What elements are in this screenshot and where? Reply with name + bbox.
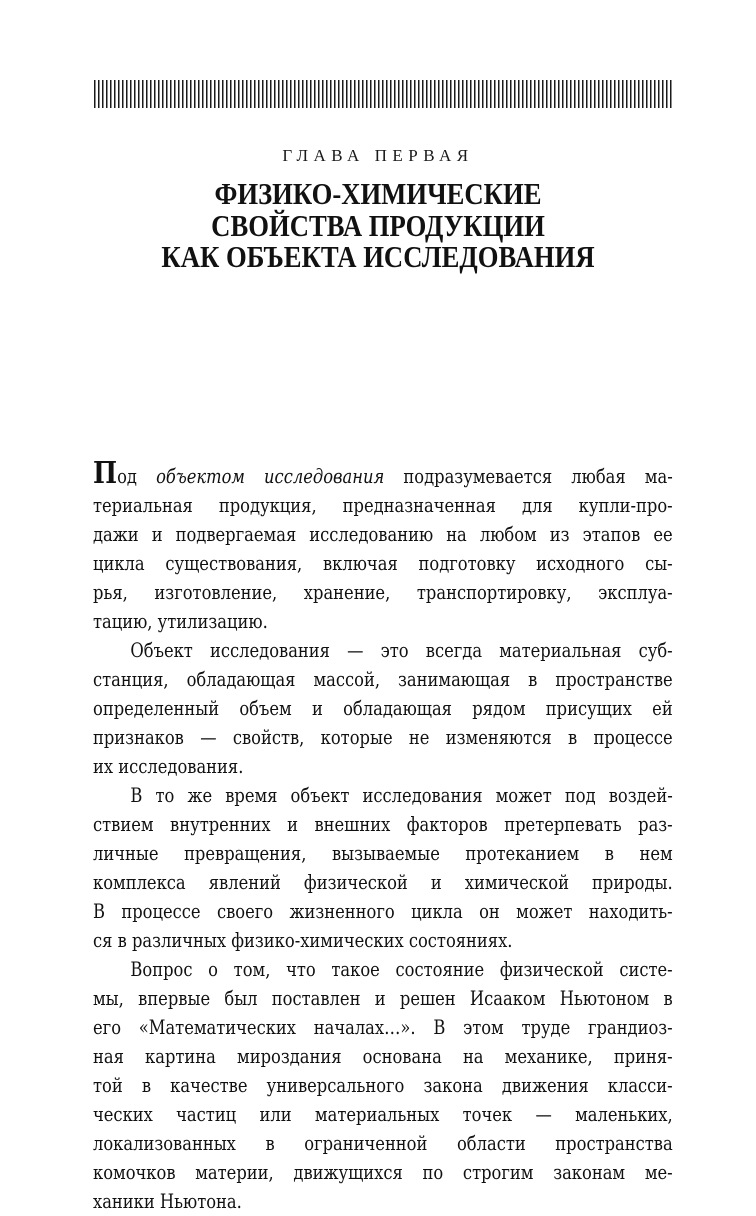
text-line: их исследования. <box>93 755 244 778</box>
text-line: тацию, утилизацию. <box>93 610 268 633</box>
text-line <box>93 456 673 491</box>
text-line: локализованных в ограниченной области пространства <box>93 1132 673 1155</box>
chapter-title-line: ФИЗИКО-ХИМИЧЕСКИЕ <box>214 176 542 211</box>
text-line: дажи и подвергаемая исследованию на любом из этапов ее <box>93 523 673 546</box>
text-line: личные превращения, вызываемые протеканием в нем <box>93 842 673 865</box>
text-line: мы, впервые был поставлен и решен Исааком Ньютоном в <box>93 987 673 1010</box>
text-line: рья, изготовление, хранение, транспортировку, эксплуа- <box>93 581 673 604</box>
chapter-title-line: СВОЙСТВА ПРОДУКЦИИ <box>211 207 545 243</box>
emphasized-term: объектом исследования <box>156 465 385 488</box>
text-line: той в качестве универсального закона движения класси- <box>93 1074 673 1097</box>
text-line: признаков — свойств, которые не изменяются в процессе <box>93 726 673 749</box>
text-line: цикла существования, включая подготовку исходного сы- <box>93 552 673 575</box>
text-line: комочков материи, движущихся по строгим законам ме- <box>93 1161 673 1184</box>
paragraph-1 <box>93 456 673 636</box>
text-line: комплекса явлений физической и химической природы. <box>93 871 673 894</box>
text-line: Объект исследования — это всегда материальная суб- <box>130 639 673 662</box>
paragraph-2 <box>93 636 673 781</box>
paragraph-4 <box>93 955 673 1216</box>
text-line: ствием внутренних и внешних факторов претерпевать раз- <box>93 813 673 836</box>
drop-cap: П <box>93 456 118 491</box>
body-text <box>93 456 673 1216</box>
text-line: В процессе своего жизненного цикла он может находить- <box>93 900 673 923</box>
chapter-title-line: КАК ОБЪЕКТА ИССЛЕДОВАНИЯ <box>161 239 595 274</box>
text-line: Вопрос о том, что такое состояние физической систе- <box>130 958 673 981</box>
chapter-title <box>0 178 756 273</box>
text-line: станция, обладающая массой, занимающая в пространстве <box>93 668 673 691</box>
text-line: ная картина мироздания основана на механике, приня- <box>93 1045 673 1068</box>
chapter-label: ГЛАВА ПЕРВАЯ <box>282 146 474 165</box>
text-fragment: од <box>117 465 157 488</box>
paragraph-3 <box>93 781 673 955</box>
text-line: определенный объем и обладающая рядом присущих ей <box>93 697 673 720</box>
text-line: В то же время объект исследования может под воздей- <box>130 784 673 807</box>
decorative-header-rule <box>94 80 674 108</box>
text-line: ханики Ньютона. <box>93 1190 242 1213</box>
text-line: ся в различных физико-химических состояниях. <box>93 929 513 952</box>
text-line: его «Математических началах…». В этом труде грандиоз- <box>93 1016 673 1039</box>
text-line: териальная продукция, предназначенная для купли-про- <box>93 494 673 517</box>
text-fragment: подразумевается любая ма- <box>384 465 673 488</box>
text-line: ческих частиц или материальных точек — маленьких, <box>93 1103 673 1126</box>
